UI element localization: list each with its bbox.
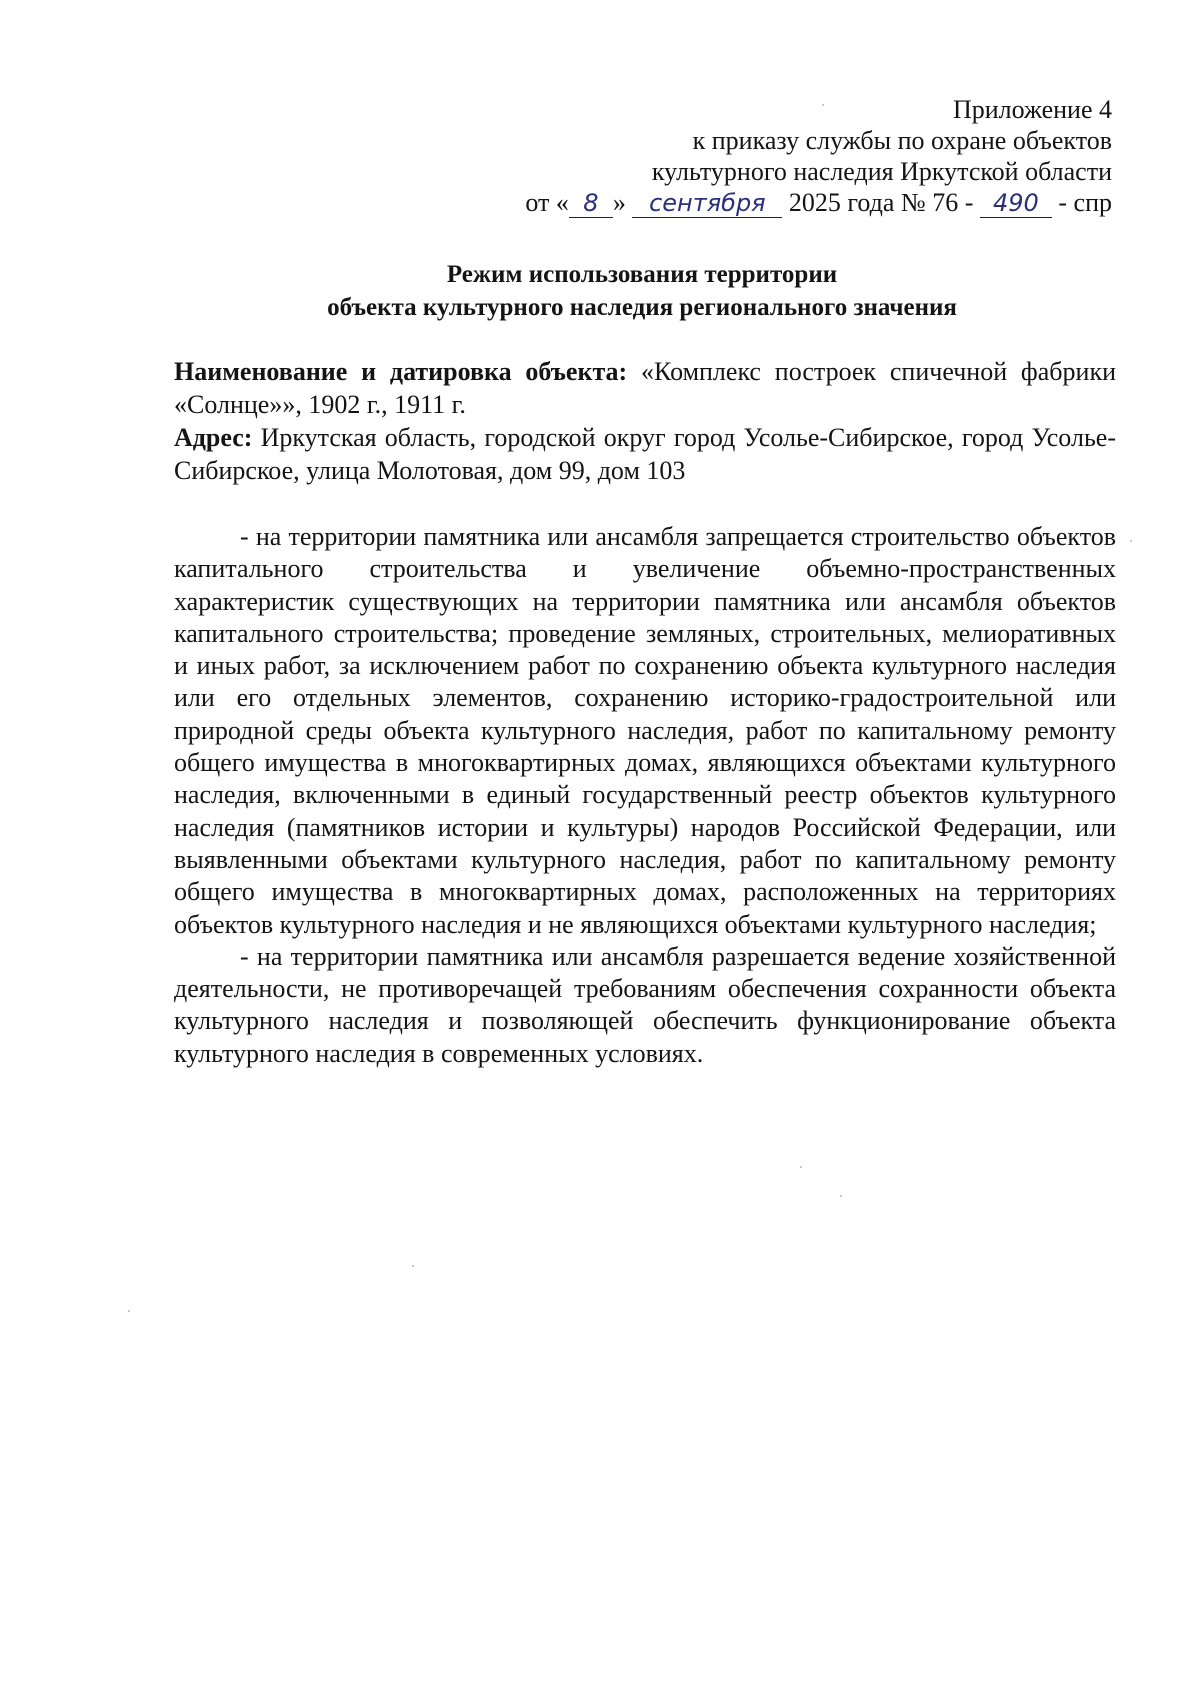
object-details <box>174 355 1116 487</box>
object-address-label: Адрес: <box>174 423 253 452</box>
usage-rules <box>174 521 1116 1070</box>
scan-speck <box>412 1265 414 1267</box>
scan-speck <box>840 1195 842 1197</box>
object-name-label: Наименование и датировка объекта: <box>174 357 628 386</box>
scan-speck <box>128 1310 130 1312</box>
order-suffix: - спр <box>1058 188 1112 217</box>
date-year-text: 2025 года № 76 - <box>788 188 974 217</box>
title-line-1: Режим использования территории <box>446 261 838 288</box>
handwritten-month: сентября <box>632 189 782 218</box>
scan-speck <box>822 104 824 106</box>
date-prefix: от « <box>525 188 569 217</box>
scan-speck <box>1130 540 1132 542</box>
object-address-row <box>174 421 1116 487</box>
document-title <box>170 258 1114 324</box>
appendix-authority: культурного наследия Иркутской области <box>651 157 1112 186</box>
appendix-header <box>412 94 1112 218</box>
date-mid: » <box>612 188 626 217</box>
rule-permitted: - на территории памятника или ансамбля разрешается ведение хозяйственной деятельности, не противоречащей требованиям обеспечения сохранности объекта культурного наследия и позволяющей обеспечить функционирование объекта культурного наследия в современных условиях. <box>174 941 1116 1068</box>
handwritten-day: 8 <box>569 189 613 218</box>
rule-prohibited: - на территории памятника или ансамбля запрещается строительство объектов капитального строительства и увеличение объемно-пространственных характеристик существующих на территории памятника или ансамбля объектов капитального строительства; проведение земляных, строительных, мелиоративных и иных работ, за исключением работ по сохранению объекта культурного наследия или его отдельных элементов, сохранению историко-градостроительной или природной среды объекта культурного наследия, работ по капитальному ремонту общего имущества в многоквартирных домах, являющихся объектами культурного наследия, включенными в единый государственный реестр объектов культурного наследия (памятников истории и культуры) народов Российской Федерации, или выявленными объектами культурного наследия, работ по капитальному ремонту общего имущества в многоквартирных домах, расположенных на территориях объектов культурного наследия и не являющихся объектами культурного наследия; <box>174 522 1116 939</box>
appendix-date-line <box>412 187 1112 218</box>
appendix-order-ref: к приказу службы по охране объектов <box>692 126 1112 155</box>
handwritten-order-number: 490 <box>980 189 1052 218</box>
title-line-2: объекта культурного наследия регионального значения <box>327 294 957 321</box>
scan-speck <box>800 1166 802 1168</box>
object-address-value: Иркутская область, городской округ город Усолье-Сибирское, город Усолье-Сибирское, улица Молотовая, дом 99, дом 103 <box>174 423 1116 485</box>
object-name-value: «Комплекс построек спичечной фабрики «Солнце»», 1902 г., 1911 г. <box>174 357 1116 419</box>
appendix-number: Приложение 4 <box>952 95 1112 124</box>
object-name-row <box>174 355 1116 421</box>
